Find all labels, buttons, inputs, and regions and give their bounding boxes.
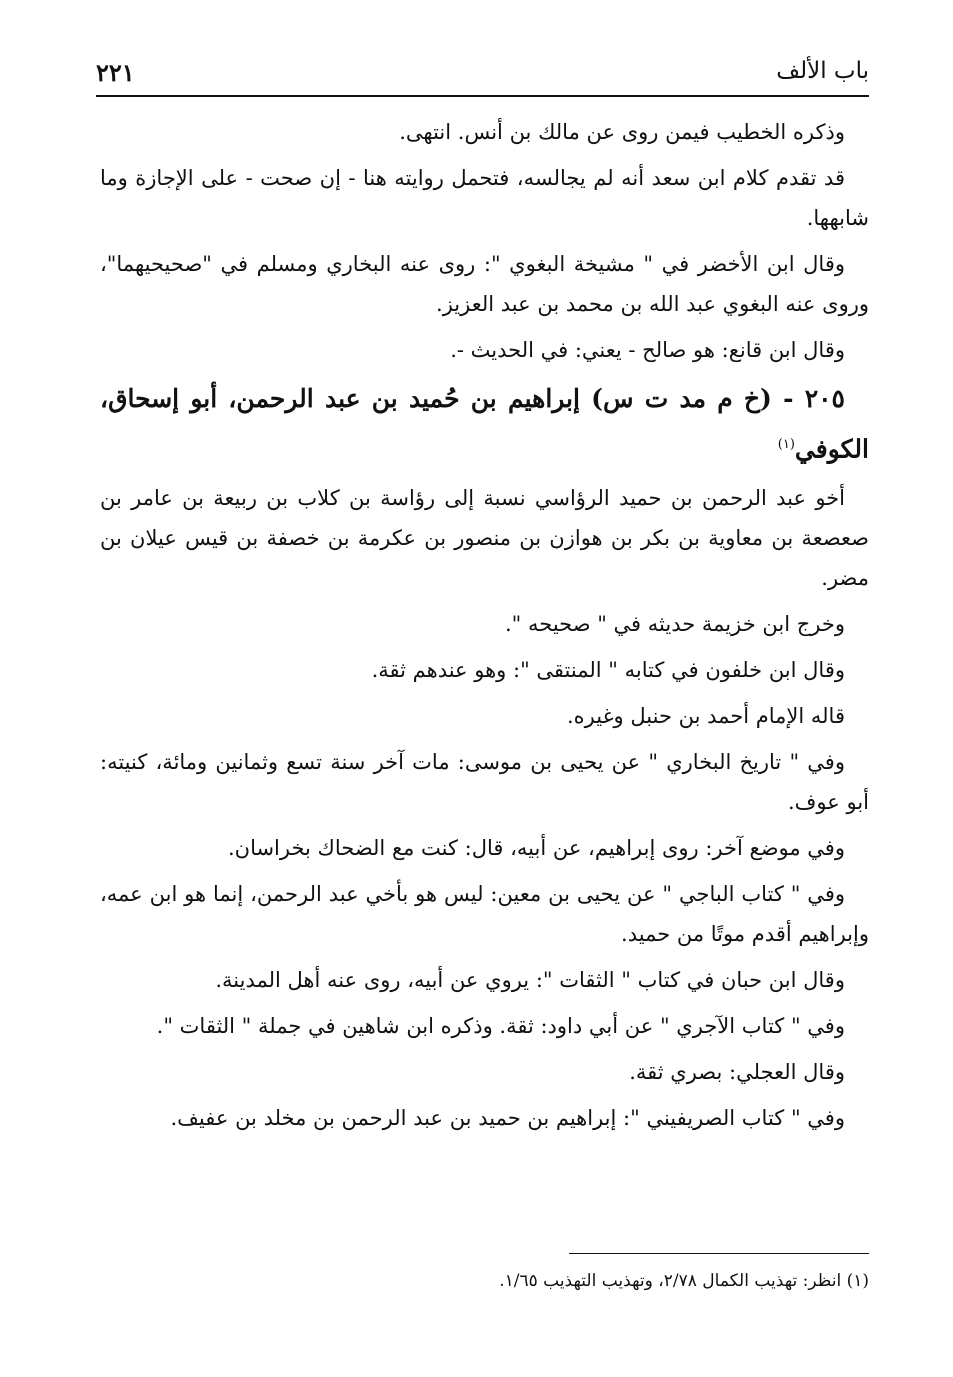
paragraph: وفي " كتاب الباجي " عن يحيى بن معين: ليس هو بأخي عبد الرحمن، إنما هو ابن عمه، وإبراهيم أقدم موتًا من حميد. [100,882,869,947]
entry-heading [100,376,869,472]
main-text [100,112,869,1144]
paragraph: وذكره الخطيب فيمن روى عن مالك بن أنس. انتهى. [399,120,845,144]
paragraph: أخو عبد الرحمن بن حميد الرؤاسي نسبة إلى رؤاسة بن كلاب بن ربيعة بن عامر بن صعصعة بن معاوية بن بكر بن هوازن بن منصور بن عكرمة بن خصفة بن قيس عيلان بن مضر. [100,486,869,591]
footnote: (١) انظر: تهذيب الكمال ٢/٧٨، وتهذيب التهذيب ١/٦٥. [499,1271,869,1291]
paragraph: وخرج ابن خزيمة حديثه في " صحيحه ". [505,612,845,637]
paragraph: وقال ابن الأخضر في " مشيخة البغوي ": روى عنه البخاري ومسلم في "صحيحيهما"، وروى عنه البغوي عبد الله بن محمد بن عبد العزيز. [100,252,869,316]
paragraph: قاله الإمام أحمد بن حنبل وغيره. [566,704,845,729]
paragraph: وقال ابن قانع: هو صالح - يعني: في الحديث -. [450,338,845,362]
page-header [96,52,869,92]
paragraph: وفي " كتاب الصريفيني ": إبراهيم بن حميد بن عبد الرحمن بن مخلد بن عفيف. [170,1106,845,1131]
paragraph: وقال ابن حبان في كتاب " الثقات ": يروي عن أبيه، روى عنه أهل المدينة. [215,968,845,993]
paragraph: وفي موضع آخر: روى إبراهيم، عن أبيه، قال: كنت مع الضحاك بخراسان. [227,836,845,861]
paragraph: قد تقدم كلام ابن سعد أنه لم يجالسه، فتحمل روايته هنا - إن صحت - على الإجازة وما شابهها. [100,166,869,230]
paragraph: وفي " كتاب الآجري " عن أبي داود: ثقة. وذكره ابن شاهين في جملة " الثقات ". [156,1014,845,1039]
paragraph: وقال العجلي: بصري ثقة. [629,1060,845,1085]
paragraph: وقال ابن خلفون في كتابه " المنتقى ": وهو عندهم ثقة. [371,658,845,683]
chapter-title: باب الألف [776,58,869,84]
footnote-marker: (١) [777,437,795,452]
header-divider [96,95,869,97]
paragraph: وفي " تاريخ البخاري " عن يحيى بن موسى: مات آخر سنة تسع وثمانين ومائة، كنيته: أبو عوف. [100,750,869,815]
footnote-divider [569,1253,869,1254]
entry-heading-text: ٢٠٥ - (خ م مد ت س) إبراهيم بن حُميد بن عبد الرحمن، أبو إسحاق، الكوفي [100,384,869,464]
page-number: ٢٢١ [96,58,135,87]
